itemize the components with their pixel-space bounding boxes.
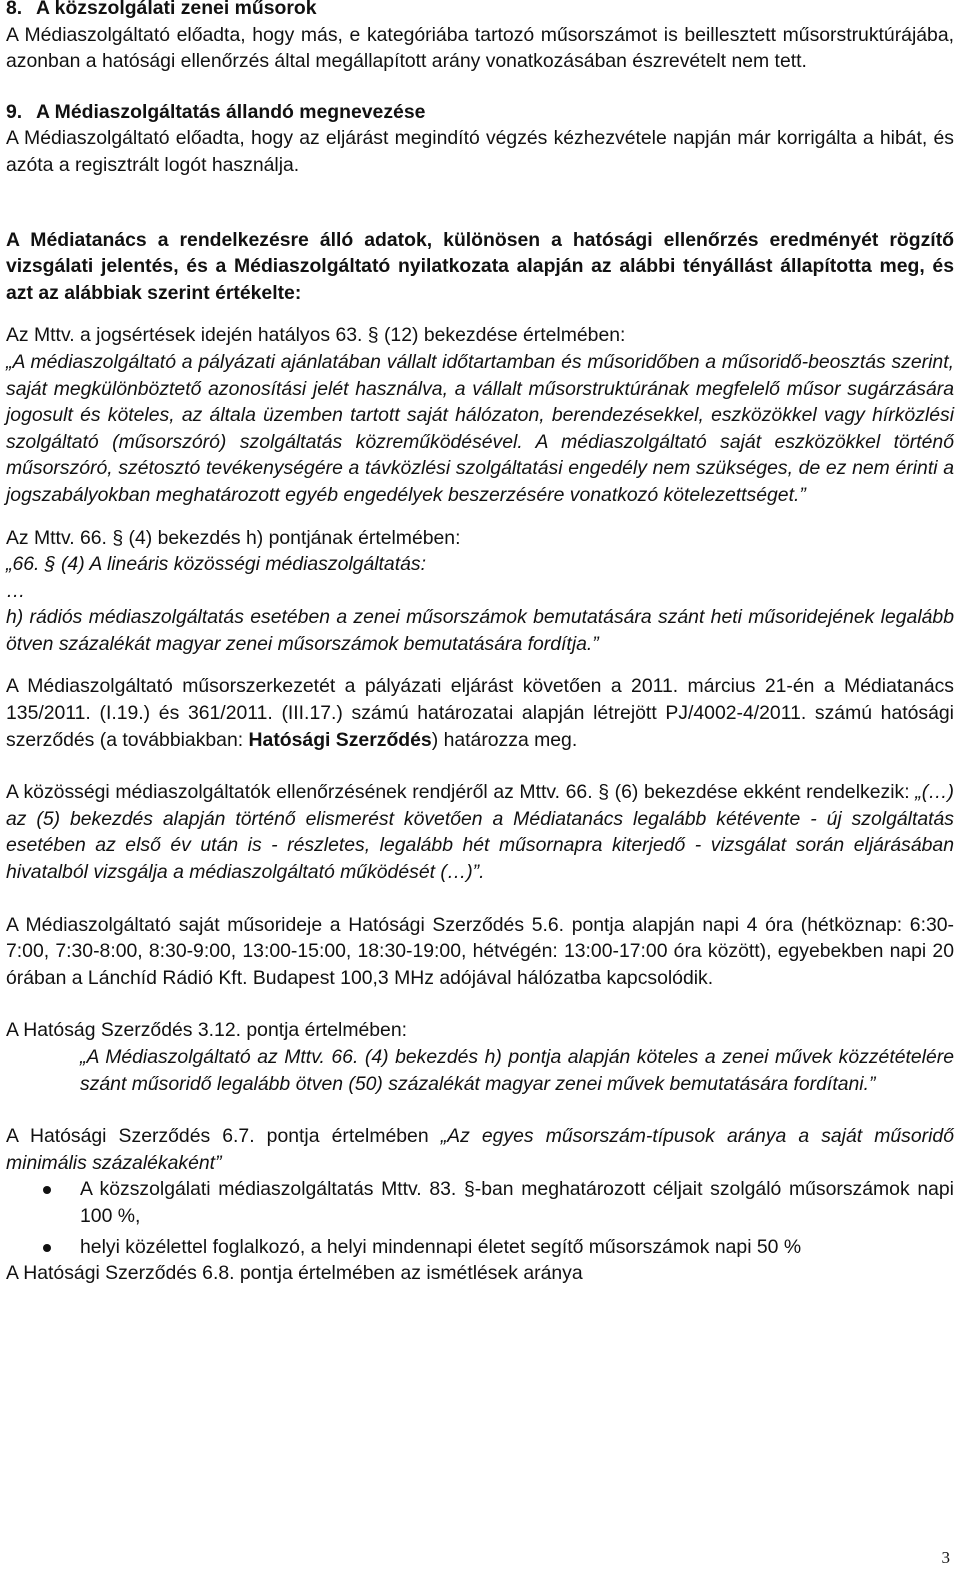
section-9-heading xyxy=(6,99,954,126)
section-9-paragraph: A Médiaszolgáltató előadta, hogy az eljárást megindító végzés kézhezvétele napján már korrigálta a hibát, és azóta a regisztrált logót használja. xyxy=(6,127,954,176)
section-9-number: 9. xyxy=(6,100,23,123)
list-item xyxy=(6,1176,954,1229)
document-page xyxy=(6,0,954,1287)
section-8-title: A közszolgálati zenei műsorok xyxy=(36,0,317,19)
point-3-12-quote: „A Médiaszolgáltató az Mttv. 66. (4) bekezdés h) pontja alapján köteles a zenei művek közzétételére szánt műsoridő legalább ötven (50) százalékát magyar zenei művek bemutatására fordítani.” xyxy=(80,1046,954,1095)
list-item-text: helyi közélettel foglalkozó, a helyi mindennapi életet segítő műsorszámok napi 50 % xyxy=(80,1235,802,1258)
point-6-7-paragraph xyxy=(6,1123,954,1176)
bullet-icon xyxy=(43,1186,51,1194)
mttv-63-quote: „A médiaszolgáltató a pályázati ajánlatában vállalt időtartamban és műsoridőben a műsoridő-beosztás szerint, saját megkülönböztető azonosítási jelét használva, a vállalt műsorstruktúrának megfelelő műsor sugárzására jogosult és köteles, az általa üzemben tartott saját hálózaton, berendezésekkel, eszközökkel vagy hírközlési szolgáltató (műsorszóró) szolgáltatás közreműködésével. A médiaszolgáltató saját eszközökkel történő műsorszóró, szétosztó tevékenységére a távközlési szolgáltatási engedély nem szükséges, de ez nem érinti a jogszabályokban meghatározott egyéb engedélyek beszerzésére vonatkozó kötelezettséget.” xyxy=(6,350,954,506)
program-type-list xyxy=(6,1176,954,1260)
mttv-66-quote-h: h) rádiós médiaszolgáltatás esetében a zenei műsorszámok bemutatására szánt heti műsoridejének legalább ötven százalékát magyar zenei műsorszámok bemutatására fordítja.” xyxy=(6,606,954,655)
mttv-66-quote-head: „66. § (4) A lineáris közösségi médiaszolgáltatás: xyxy=(6,553,426,576)
contract-term-bold: Hatósági Szerződés xyxy=(248,728,432,751)
findings-paragraph: A Médiatanács a rendelkezésre álló adatok, különösen a hatósági ellenőrzés eredményét rögzítő vizsgálati jelentés, és a Médiaszolgáltató nyilatkozata alapján az alábbi tényállást állapította meg, és azt az alábbiak szerint értékelte: xyxy=(6,228,954,304)
bullet-icon xyxy=(43,1244,51,1252)
point-3-12-intro: A Hatóság Szerződés 3.12. pontja értelmében: xyxy=(6,1019,407,1042)
page-number: 3 xyxy=(941,1548,950,1567)
point-6-7-quote: „Az egyes műsorszám-típusok aránya a saját műsoridő minimális százalékaként” xyxy=(6,1125,954,1174)
list-item-text: A közszolgálati médiaszolgáltatás Mttv. 83. §-ban meghatározott céljait szolgáló műsorszámok napi 100 %, xyxy=(80,1178,954,1227)
contract-text-post: ) határozza meg. xyxy=(431,728,578,751)
contract-text-pre: A Médiaszolgáltató műsorszerkezetét a pályázati eljárást követően a 2011. március 21-én a Médiatanács 135/2011. (I.19.) és 361/2011. (III.17.) számú határozatai alapján létrejött PJ/4002-4/2011. számú hatósági szerződés (a továbbiakban: xyxy=(6,675,954,751)
control-quote: „(…) az (5) bekezdés alapján történő elismerést követően a Médiatanács legalább kétévente - új szolgáltatás esetében az első év után is - részletes, legalább hét műsornapra kiterjedő - vizsgálat során eljárásában hivatalból vizsgálja a médiaszolgáltató működését (…)”. xyxy=(6,781,954,884)
point-6-8-paragraph: A Hatósági Szerződés 6.8. pontja értelmében az ismétlések aránya xyxy=(6,1262,583,1285)
control-paragraph xyxy=(6,779,954,885)
section-8-number: 8. xyxy=(6,0,23,19)
section-9-title: A Médiaszolgáltatás állandó megnevezése xyxy=(36,100,426,123)
list-item xyxy=(6,1234,954,1261)
section-8-paragraph: A Médiaszolgáltató előadta, hogy más, e kategóriába tartozó műsorszámot is beillesztett műsorstruktúrájába, azonban a hatósági ellenőrzés által megállapított arány vonatkozásában észrevételt nem tett. xyxy=(6,23,954,73)
point-6-7-text: A Hatósági Szerződés 6.7. pontja értelmében xyxy=(6,1125,441,1148)
schedule-paragraph: A Médiaszolgáltató saját műsorideje a Hatósági Szerződés 5.6. pontja alapján napi 4 óra (hétköznap: 6:30-7:00, 7:30-8:00, 8:30-9:00, 13:00-15:00, 18:30-19:00, hétvégén: 13:00-17:00 óra között), egyebekben napi 20 órában a Lánchíd Rádió Kft. Budapest 100,3 MHz adójával hálózatba kapcsolódik. xyxy=(6,913,954,989)
contract-paragraph xyxy=(6,673,954,753)
mttv-63-intro: Az Mttv. a jogsértések idején hatályos 63. § (12) bekezdése értelmében: xyxy=(6,324,626,347)
control-text: A közösségi médiaszolgáltatók ellenőrzésének rendjéről az Mttv. 66. § (6) bekezdése ekként rendelkezik: xyxy=(6,781,916,804)
section-8-heading xyxy=(6,0,954,22)
mttv-66-intro: Az Mttv. 66. § (4) bekezdés h) pontjának értelmében: xyxy=(6,526,461,549)
mttv-66-ellipsis: … xyxy=(6,579,26,602)
